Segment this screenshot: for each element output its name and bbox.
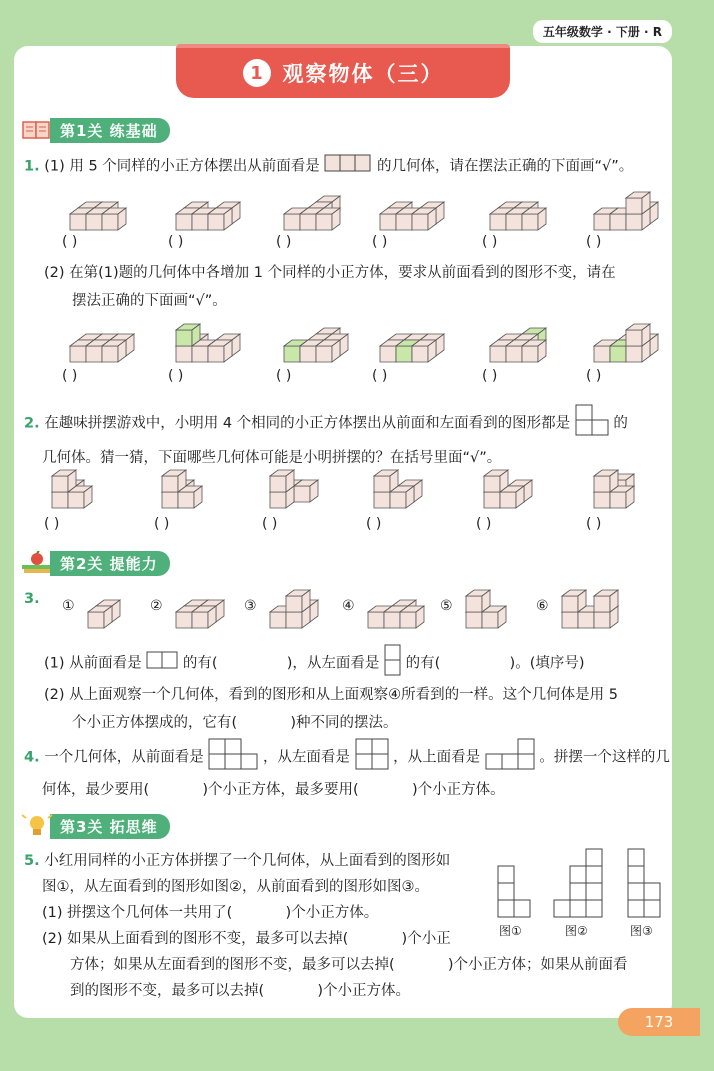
q3-part2 bbox=[44, 684, 618, 734]
q3-front-view-icon bbox=[146, 651, 178, 676]
q2-number: 2. bbox=[24, 415, 40, 432]
q2-view-icon bbox=[575, 404, 609, 443]
q2-line2: 几何体。猜一猜，下面哪些几何体可能是小明拼摆的？在括号里面“√”。 bbox=[42, 450, 502, 466]
stage-1-label: 第1关 练基础 bbox=[50, 118, 170, 143]
q1-row2-figure-4 bbox=[376, 318, 456, 370]
q2-row-answer-paren-6[interactable]: ( ) bbox=[586, 516, 602, 532]
book-icon bbox=[20, 118, 54, 142]
q5-caption-3: 图③ bbox=[630, 924, 653, 938]
q5-figure-1 bbox=[498, 866, 530, 917]
q3-part1-a: (1) 从前面看是 bbox=[44, 655, 142, 672]
q5-caption-1: 图① bbox=[499, 924, 522, 938]
q1-row1-figure-6 bbox=[590, 186, 670, 238]
q2-line1-b: 的 bbox=[613, 415, 628, 432]
q5-part2-line1-a: (2) 如果从上面看到的图形不变，最多可以去掉( bbox=[42, 931, 349, 947]
q3-part1-c: )，从左面看是 bbox=[286, 655, 380, 672]
q4-text bbox=[24, 738, 670, 801]
q2-row-figure-1 bbox=[48, 464, 128, 516]
q1-row2-answer-paren-3[interactable]: ( ) bbox=[276, 368, 292, 384]
q3-row-figure-6 bbox=[558, 584, 638, 636]
q3-left-view-icon bbox=[384, 644, 401, 683]
q5-part2-line2-a: 方体；如果从左面看到的图形不变，最多可以去掉( bbox=[70, 957, 395, 973]
q5-line1: 小红用同样的小正方体拼摆了一个几何体，从上面看到的图形如 bbox=[44, 853, 451, 869]
q5-part2-line2-b: )个小正方体；如果从前面看 bbox=[447, 957, 628, 973]
q4-left-view-icon bbox=[355, 738, 389, 777]
q2-row-figure-4 bbox=[370, 464, 450, 516]
q1-front-view-icon bbox=[324, 154, 372, 179]
q3-row-figure-label-6: ⑥ bbox=[536, 598, 549, 614]
lesson-banner bbox=[176, 44, 510, 98]
q4-line1-a: 一个几何体，从前面看是 bbox=[44, 749, 204, 766]
q1-row1-figure-3 bbox=[280, 186, 360, 238]
q1-row2-answer-paren-4[interactable]: ( ) bbox=[372, 368, 388, 384]
q1-part2-line2: 摆法正确的下面画“√”。 bbox=[72, 293, 227, 309]
q5-figure-2 bbox=[554, 849, 602, 917]
q4-line2-c: )个小正方体。 bbox=[411, 782, 505, 798]
q1-row1-answer-paren-3[interactable]: ( ) bbox=[276, 234, 292, 250]
q5-caption-2: 图② bbox=[565, 924, 588, 938]
q4-line1-d: 。拼摆一个这样的几 bbox=[539, 749, 670, 766]
q1-row2-answer-paren-6[interactable]: ( ) bbox=[586, 368, 602, 384]
q3-row-figure-label-3: ③ bbox=[244, 598, 257, 614]
q1-row1-answer-paren-6[interactable]: ( ) bbox=[586, 234, 602, 250]
q1-row2-answer-paren-2[interactable]: ( ) bbox=[168, 368, 184, 384]
page-number: 173 bbox=[618, 1008, 700, 1036]
q3-part2-line2-a: 个小正方体摆成的，它有( bbox=[72, 715, 238, 731]
q3-row-figure-label-5: ⑤ bbox=[440, 598, 453, 614]
q1-part2 bbox=[44, 262, 616, 312]
q1-row1-answer-paren-1[interactable]: ( ) bbox=[62, 234, 78, 250]
q2-row-answer-paren-4[interactable]: ( ) bbox=[366, 516, 382, 532]
lesson-title: 观察物体（三） bbox=[282, 62, 444, 86]
q1-row1-figure-4 bbox=[376, 186, 456, 238]
q4-top-view-icon bbox=[485, 738, 535, 777]
q3-row-figure-5 bbox=[462, 584, 542, 636]
q2-row-figure-3 bbox=[266, 464, 346, 516]
q4-line2-a: 何体，最少要用( bbox=[42, 782, 150, 798]
q4-line1-c: ，从上面看是 bbox=[393, 749, 481, 766]
stage-3-label: 第3关 拓思维 bbox=[50, 814, 170, 839]
q1-row1-answer-paren-4[interactable]: ( ) bbox=[372, 234, 388, 250]
q5-number: 5. bbox=[24, 853, 40, 869]
q2-row-answer-paren-5[interactable]: ( ) bbox=[476, 516, 492, 532]
stage-1-header bbox=[20, 118, 170, 142]
q3-row-figure-label-1: ① bbox=[62, 598, 75, 614]
q1-row1-figure-2 bbox=[172, 186, 252, 238]
stage-2-header bbox=[20, 551, 170, 575]
q2-row-figure-2 bbox=[158, 464, 238, 516]
q1-row1-figure-1 bbox=[66, 186, 146, 238]
q4-number: 4. bbox=[24, 749, 40, 766]
q1-part2-line1: (2) 在第(1)题的几何体中各增加 1 个同样的小正方体，要求从前面看到的图形不变，请在 bbox=[44, 265, 616, 281]
q5-part2-line3-b: )个小正方体。 bbox=[317, 983, 411, 999]
q5-figure-3 bbox=[628, 849, 660, 917]
q2-row-answer-paren-2[interactable]: ( ) bbox=[154, 516, 170, 532]
q1-row2-figure-6 bbox=[590, 318, 670, 370]
q1-row2-figure-2 bbox=[172, 318, 252, 370]
q3-row-figure-label-2: ② bbox=[150, 598, 163, 614]
q5-view-figures bbox=[494, 848, 664, 920]
q3-row-figure-label-4: ④ bbox=[342, 598, 355, 614]
q5-part2-line3-a: 到的图形不变，最多可以去掉( bbox=[70, 983, 265, 999]
q1-row2-figure-3 bbox=[280, 318, 360, 370]
q1-part1-text-b: 的几何体，请在摆法正确的下面画“√”。 bbox=[377, 158, 634, 175]
q2-row-figure-5 bbox=[480, 464, 560, 516]
q2-row-answer-paren-3[interactable]: ( ) bbox=[262, 516, 278, 532]
q3-part2-line1: (2) 从上面观察一个几何体，看到的图形和从上面观察④所看到的一样。这个几何体是用 5 bbox=[44, 687, 618, 703]
q1-number: 1. bbox=[24, 158, 40, 175]
q1-part1 bbox=[24, 154, 633, 179]
q1-row2-answer-paren-1[interactable]: ( ) bbox=[62, 368, 78, 384]
book-tag: 五年级数学 · 下册 · R bbox=[533, 20, 672, 43]
q4-line2-b: )个小正方体，最多要用( bbox=[202, 782, 359, 798]
q5-part2-line1-b: )个小正 bbox=[401, 931, 451, 947]
stage-2-label: 第2关 提能力 bbox=[50, 551, 170, 576]
apple-books-icon bbox=[20, 551, 54, 575]
q5-line2: 图①，从左面看到的图形如图②，从前面看到的图形如图③。 bbox=[42, 879, 429, 895]
q4-line1-b: ，从左面看是 bbox=[262, 749, 350, 766]
stage-3-header bbox=[20, 814, 170, 838]
lightbulb-icon bbox=[20, 814, 54, 838]
q1-row2-figure-5 bbox=[486, 318, 566, 370]
q3-row-figure-4 bbox=[364, 584, 444, 636]
lesson-number: 1 bbox=[243, 59, 271, 87]
q3-part1-b: 的有( bbox=[182, 655, 218, 672]
q1-row2-answer-paren-5[interactable]: ( ) bbox=[482, 368, 498, 384]
q1-row1-figure-5 bbox=[486, 186, 566, 238]
q3-row-figure-2 bbox=[172, 584, 252, 636]
q3-number: 3. bbox=[24, 591, 40, 607]
q3-number-line bbox=[24, 588, 40, 610]
q3-part2-line2-b: )种不同的摆法。 bbox=[290, 715, 398, 731]
q1-row1-answer-paren-5[interactable]: ( ) bbox=[482, 234, 498, 250]
q3-part1 bbox=[44, 644, 585, 683]
q3-part1-e: )。(填序号) bbox=[509, 655, 585, 672]
q2-row-answer-paren-1[interactable]: ( ) bbox=[44, 516, 60, 532]
q1-row1-answer-paren-2[interactable]: ( ) bbox=[168, 234, 184, 250]
q2-row-figure-6 bbox=[590, 464, 670, 516]
q1-row2-figure-1 bbox=[66, 318, 146, 370]
q3-row-figure-3 bbox=[266, 584, 346, 636]
q2-text bbox=[24, 404, 628, 469]
q4-front-view-icon bbox=[208, 738, 258, 777]
q1-part1-text-a: (1) 用 5 个同样的小正方体摆出从前面看是 bbox=[44, 158, 320, 175]
q5-part1-b: )个小正方体。 bbox=[285, 905, 379, 921]
q3-part1-d: 的有( bbox=[405, 655, 441, 672]
q2-line1-a: 在趣味拼摆游戏中，小明用 4 个相同的小正方体摆出从前面和左面看到的图形都是 bbox=[44, 415, 571, 432]
q5-part1-a: (1) 拼摆这个几何体一共用了( bbox=[42, 905, 233, 921]
